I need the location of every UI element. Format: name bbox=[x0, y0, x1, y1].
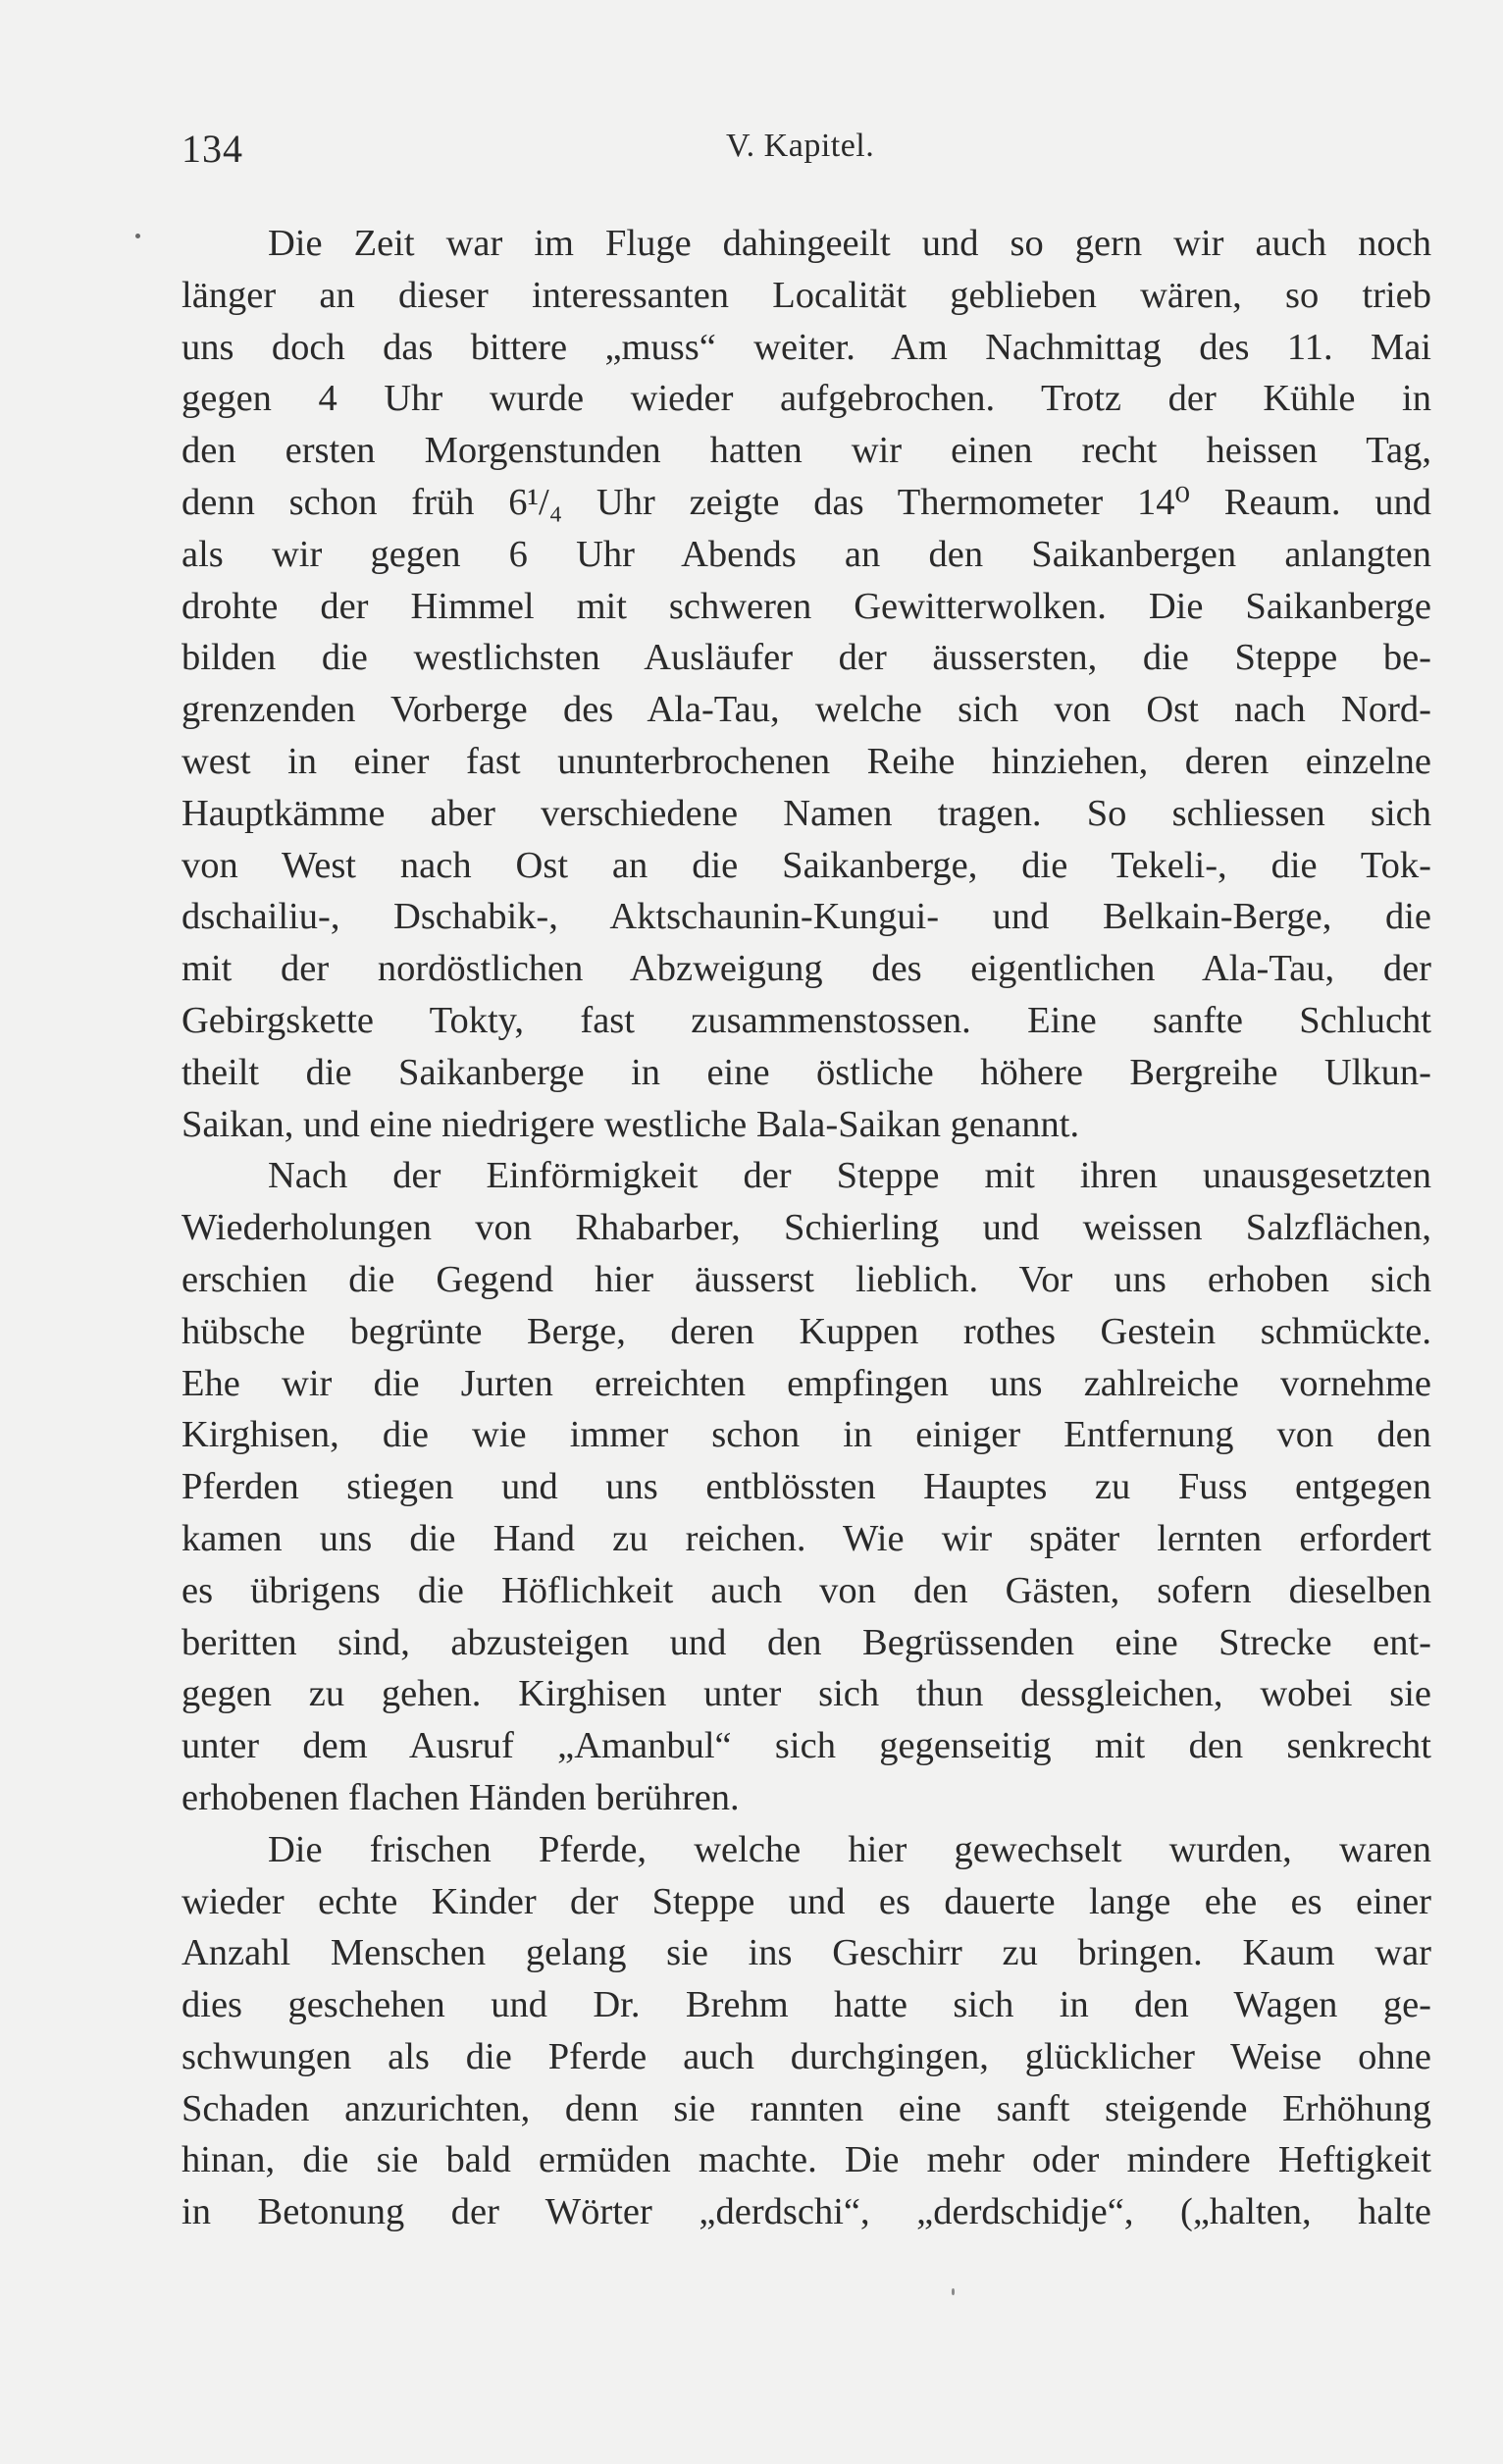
text-line: Die Zeit war im Fluge dahingeeilt und so gern wir auch noch bbox=[268, 223, 1431, 264]
text-line: drohte der Himmel mit schweren Gewitterwolken. Die Saikanberge bbox=[181, 585, 1431, 627]
text-line: beritten sind, abzusteigen und den Begrüssenden eine Strecke ent- bbox=[181, 1621, 1431, 1663]
text-line: uns doch das bittere „muss“ weiter. Am Nachmittag des 11. Mai bbox=[181, 326, 1431, 368]
text-line: Gebirgskette Tokty, fast zusammenstossen. Eine sanfte Schlucht bbox=[181, 999, 1431, 1041]
running-head: V. Kapitel. bbox=[726, 128, 875, 164]
print-speck bbox=[135, 234, 140, 238]
text-line: Saikan, und eine niedrigere westliche Bala-Saikan genannt. bbox=[181, 1103, 1080, 1145]
text-line: bilden die westlichsten Ausläufer der äussersten, die Steppe be- bbox=[181, 637, 1431, 679]
text-line: erhobenen flachen Händen berühren. bbox=[181, 1776, 740, 1818]
body-text bbox=[181, 218, 1431, 2238]
text-line: als wir gegen 6 Uhr Abends an den Saikanbergen anlangten bbox=[181, 533, 1431, 575]
text-line: den ersten Morgenstunden hatten wir einen recht heissen Tag, bbox=[181, 430, 1431, 472]
text-line: dschailiu-, Dschabik-, Aktschaunin-Kungui- und Belkain-Berge, die bbox=[181, 896, 1431, 938]
text-line: in Betonung der Wörter „derdschi“, „derdschidje“, („halten, halte bbox=[181, 2191, 1431, 2233]
text-line: Pferden stiegen und uns entblössten Hauptes zu Fuss entgegen bbox=[181, 1466, 1431, 1508]
text-line: denn schon früh 6¹/₄ Uhr zeigte das Thermometer 14⁰ Reaum. und bbox=[181, 481, 1431, 523]
text-line: grenzenden Vorberge des Ala-Tau, welche sich von Ost nach Nord- bbox=[181, 689, 1431, 731]
page-number: 134 bbox=[181, 127, 243, 171]
text-line: Die frischen Pferde, welche hier gewechselt wurden, waren bbox=[268, 1828, 1431, 1870]
text-line: Wiederholungen von Rhabarber, Schierling und weissen Salzflächen, bbox=[181, 1207, 1431, 1249]
print-speck bbox=[952, 2288, 955, 2295]
text-line: hübsche begrünte Berge, deren Kuppen rothes Gestein schmückte. bbox=[181, 1310, 1431, 1352]
text-line: unter dem Ausruf „Amanbul“ sich gegenseitig mit den senkrecht bbox=[181, 1725, 1431, 1767]
text-line: Hauptkämme aber verschiedene Namen tragen. So schliessen sich bbox=[181, 792, 1431, 834]
text-line: dies geschehen und Dr. Brehm hatte sich in den Wagen ge- bbox=[181, 1984, 1431, 2026]
text-line: mit der nordöstlichen Abzweigung des eigentlichen Ala-Tau, der bbox=[181, 948, 1431, 990]
text-line: Nach der Einförmigkeit der Steppe mit ihren unausgesetzten bbox=[268, 1155, 1431, 1197]
text-line: länger an dieser interessanten Localität geblieben wären, so trieb bbox=[181, 274, 1431, 316]
text-line: hinan, die sie bald ermüden machte. Die mehr oder mindere Heftigkeit bbox=[181, 2139, 1431, 2181]
text-line: kamen uns die Hand zu reichen. Wie wir später lernten erfordert bbox=[181, 1517, 1431, 1559]
text-line: gegen 4 Uhr wurde wieder aufgebrochen. Trotz der Kühle in bbox=[181, 378, 1431, 420]
text-line: Anzahl Menschen gelang sie ins Geschirr zu bringen. Kaum war bbox=[181, 1932, 1431, 1974]
text-line: west in einer fast ununterbrochenen Reihe hinziehen, deren einzelne bbox=[181, 740, 1431, 782]
page-header bbox=[181, 126, 1427, 181]
text-line: Schaden anzurichten, denn sie rannten eine sanft steigende Erhöhung bbox=[181, 2087, 1431, 2129]
text-line: von West nach Ost an die Saikanberge, die Tekeli-, die Tok- bbox=[181, 844, 1431, 886]
text-line: Kirghisen, die wie immer schon in einiger Entfernung von den bbox=[181, 1414, 1431, 1456]
text-line: wieder echte Kinder der Steppe und es dauerte lange ehe es einer bbox=[181, 1880, 1431, 1922]
text-line: theilt die Saikanberge in eine östliche höhere Bergreihe Ulkun- bbox=[181, 1051, 1431, 1093]
text-line: schwungen als die Pferde auch durchgingen, glücklicher Weise ohne bbox=[181, 2035, 1431, 2077]
text-line: Ehe wir die Jurten erreichten empfingen uns zahlreiche vornehme bbox=[181, 1362, 1431, 1404]
text-line: es übrigens die Höflichkeit auch von den Gästen, sofern dieselben bbox=[181, 1569, 1431, 1611]
text-line: erschien die Gegend hier äusserst lieblich. Vor uns erhoben sich bbox=[181, 1258, 1431, 1300]
text-line: gegen zu gehen. Kirghisen unter sich thun dessgleichen, wobei sie bbox=[181, 1673, 1431, 1715]
